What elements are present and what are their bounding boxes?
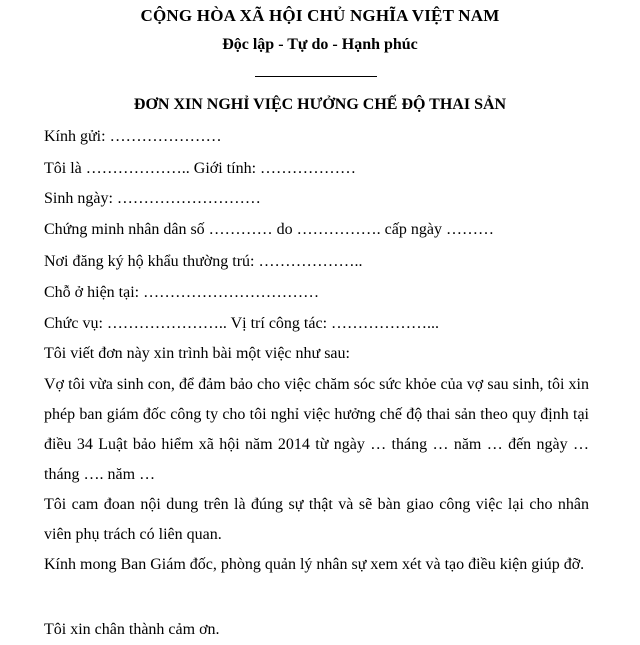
header-divider [255, 76, 377, 77]
field-name-gender: Tôi là ……………….. Giới tính: ……………… [44, 160, 357, 177]
field-birth-date: Sinh ngày: ……………………… [44, 190, 261, 207]
body-commitment-paragraph: Tôi cam đoan nội dung trên là đúng sự thật và sẽ bàn giao công việc lại cho nhân viên phụ trách có liên quan. [44, 496, 589, 543]
field-id-card: Chứng minh nhân dân số ………… do ……………. cấp ngày ……… [44, 221, 494, 238]
field-current-address: Chỗ ở hiện tại: …………………………… [44, 284, 320, 301]
field-position: Chức vụ: ………………….. Vị trí công tác: ………………... [44, 315, 440, 332]
field-recipient: Kính gửi: ………………… [44, 128, 222, 145]
body-request-paragraph: Vợ tôi vừa sinh con, để đảm bảo cho việc chăm sóc sức khỏe của vợ sau sinh, tôi xin phép ban giám đốc công ty cho tôi nghỉ việc hưởng chế độ thai sản theo quy định tại điều 34 Luật bảo hiểm xã hội năm 2014 từ ngày … tháng … năm … đến ngày … tháng …. năm … [44, 376, 589, 483]
body-intro: Tôi viết đơn này xin trình bài một việc như sau: [44, 345, 350, 362]
document-title: ĐƠN XIN NGHỈ VIỆC HƯỞNG CHẾ ĐỘ THAI SẢN [133, 96, 507, 113]
national-title: CỘNG HÒA XÃ HỘI CHỦ NGHĨA VIỆT NAM [140, 6, 500, 25]
body-thanks: Tôi xin chân thành cảm ơn. [44, 621, 220, 638]
national-motto: Độc lập - Tự do - Hạnh phúc [222, 36, 418, 53]
field-permanent-address: Nơi đăng ký hộ khẩu thường trú: ……………….. [44, 253, 363, 270]
body-plea-paragraph: Kính mong Ban Giám đốc, phòng quản lý nhân sự xem xét và tạo điều kiện giúp đỡ. [44, 556, 585, 573]
